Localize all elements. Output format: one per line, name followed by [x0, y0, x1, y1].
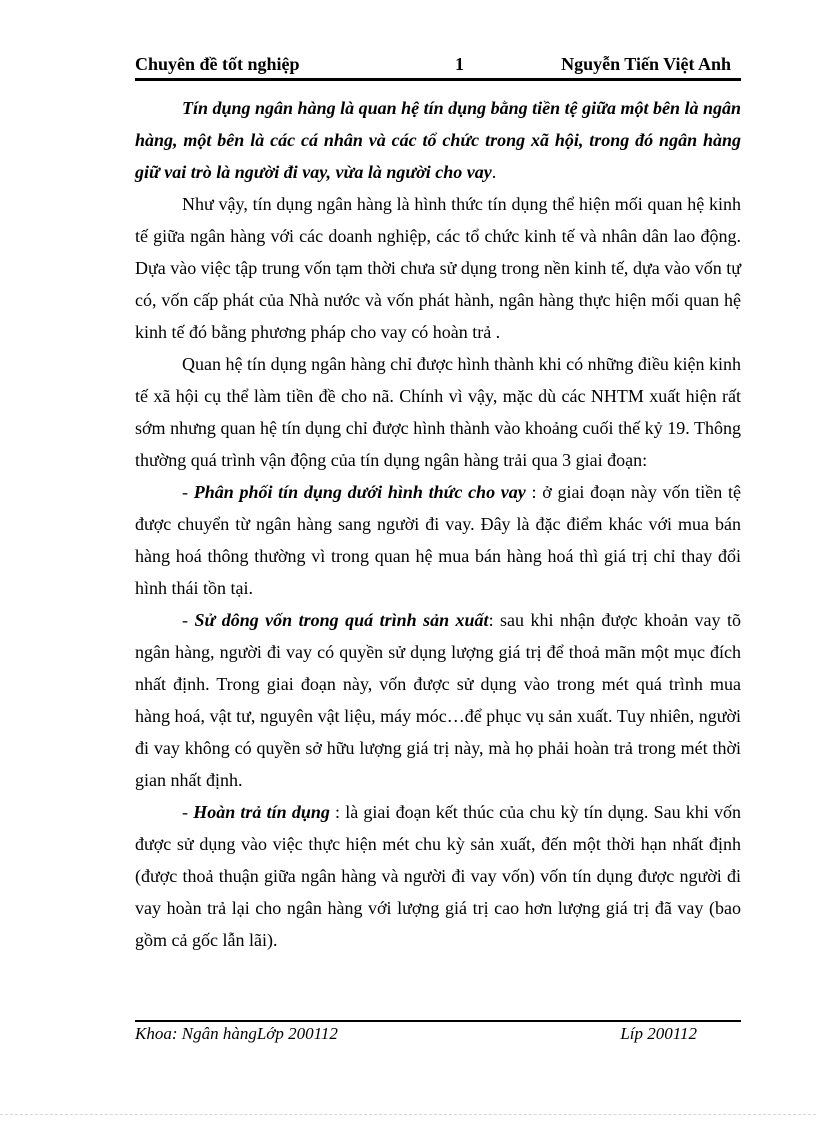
paragraph-stage-2: [135, 604, 741, 796]
paragraph-stage-1: [135, 476, 741, 604]
paragraph-text: Như vậy, tín dụng ngân hàng là hình thức tín dụng thể hiện mối quan hệ kinh tế giữa ngân hàng với các doanh nghiệp, các tổ chức kinh tế và nhân dân lao động. Dựa vào việc tập trung vốn tạm thời chưa sử dụng trong nền kinh tế, dựa vào vốn tự có, vốn cấp phát của Nhà nước và vốn phát hành, ngân hàng thực hiện mối quan hệ kinh tế đó bằng phương pháp cho vay có hoàn trả .: [135, 194, 741, 342]
paragraph-text: : sau khi nhận được khoản vay tõ ngân hàng, người đi vay có quyền sử dụng lượng giá trị để thoả mãn một mục đích nhất định. Trong giai đoạn này, vốn được sử dụng vào trong mét quá trình mua hàng hoá, vật tư, nguyên vật liệu, máy móc…để phục vụ sản xuất. Tuy nhiên, người đi vay không có quyền sở hữu lượng giá trị này, mà họ phải hoàn trả trong mét thời gian nhất định.: [135, 610, 741, 790]
list-dash: -: [182, 802, 194, 822]
page-footer: [135, 1024, 741, 1048]
paragraph-conditions: [135, 348, 741, 476]
page-bottom-rule: [0, 1114, 816, 1115]
stage-title: Sử dông vốn trong quá trình sản xuất: [194, 610, 489, 630]
header-document-type: Chuyên đề tốt nghiệp: [135, 54, 300, 74]
paragraph-definition: [135, 92, 741, 188]
paragraph-text: Quan hệ tín dụng ngân hàng chỉ được hình thành khi có những điều kiện kinh tế xã hội cụ thể làm tiền đề cho nã. Chính vì vậy, mặc dù các NHTM xuất hiện rất sớm nhưng quan hệ tín dụng chỉ được hình thành vào khoảng cuối thế kỷ 19. Thông thường quá trình vận động của tín dụng ngân hàng trải qua 3 giai đoạn:: [135, 354, 741, 470]
list-dash: -: [182, 482, 194, 502]
footer-faculty: Khoa: Ngân hàngLớp 200112: [135, 1024, 338, 1043]
footer-class: Líp 200112: [620, 1024, 697, 1043]
stage-title: Phân phối tín dụng dưới hình thức cho vay: [193, 482, 526, 502]
paragraph-stage-3: [135, 796, 741, 956]
list-dash: -: [182, 610, 195, 630]
stage-title: Hoàn trả tín dụng: [193, 802, 330, 822]
footer-divider: [135, 1020, 741, 1022]
header-author: Nguyễn Tiến Việt Anh: [561, 54, 731, 74]
paragraph-text: : là giai đoạn kết thúc của chu kỳ tín dụng. Sau khi vốn được sử dụng vào việc thực hiện mét chu kỳ sản xuất, đến một thời hạn nhất định (được thoả thuận giữa ngân hàng và người đi vay vốn) vốn tín dụng được người đi vay hoàn trả lại cho ngân hàng với lượng giá trị cao hơn lượng giá trị đã vay (bao gồm cả gốc lẫn lãi).: [135, 802, 741, 950]
document-body: [135, 92, 741, 956]
paragraph-lead: Tín dụng ngân hàng là quan hệ tín dụng bằng tiền tệ giữa một bên là ngân hàng, một bên là các cá nhân và các tổ chức trong xã hội, trong đó ngân hàng giữ vai trò là người đi vay, vừa là người cho vay: [135, 98, 741, 182]
page-number: 1: [455, 54, 464, 74]
paragraph-text: : ở giai đoạn này vốn tiền tệ được chuyển từ ngân hàng sang người đi vay. Đây là đặc điểm khác với mua bán hàng hoá thông thường vì trong quan hệ mua bán hàng hoá thì giá trị chỉ thay đổi hình thái tồn tại.: [135, 482, 741, 598]
page-header: [135, 54, 741, 80]
paragraph-text: .: [491, 162, 497, 182]
header-divider: [135, 78, 741, 81]
paragraph-explanation: [135, 188, 741, 348]
